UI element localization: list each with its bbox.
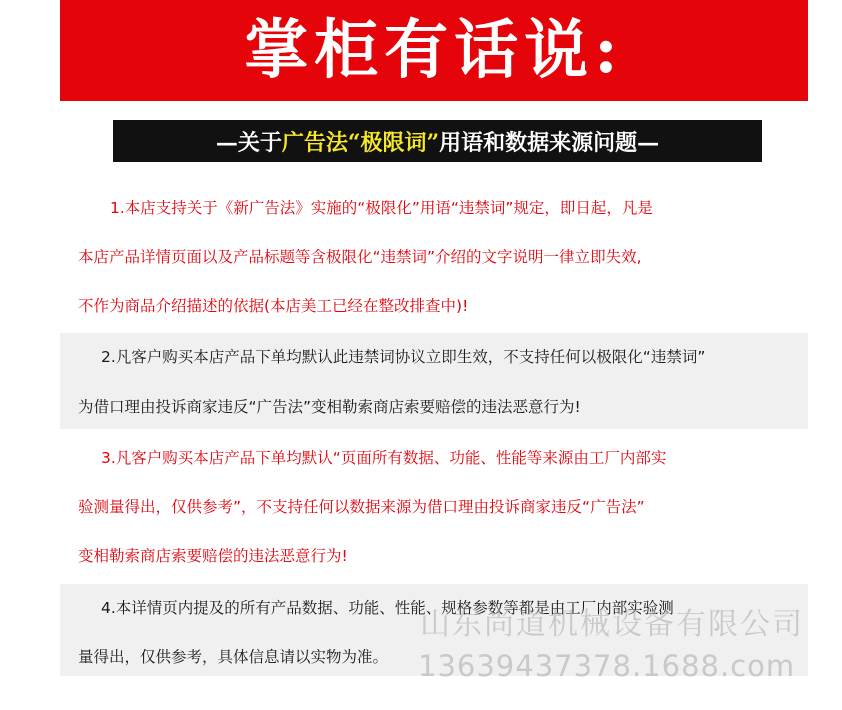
notice-paragraph-4 [60,584,808,676]
subtitle-prefix: —关于 [215,129,282,156]
notice-paragraph-3 [60,436,808,576]
paragraph-line: 4.本详情页内提及的所有产品数据、功能、性能、规格参数等都是由工厂内部实验测 [101,599,674,617]
paragraph-line: 3.凡客户购买本店产品下单均默认“页面所有数据、功能、性能等来源由工厂内部实 [101,449,667,467]
paragraph-line: 量得出，仅供参考，具体信息请以实物为准。 [78,648,389,666]
watermark-company: 山东尚道机械设备有限公司 [420,607,804,642]
paragraph-line: 2.凡客户购买本店产品下单均默认此违禁词协议立即生效，不支持任何以极限化“违禁词” [101,348,706,366]
paragraph-line: 不作为商品介绍描述的依据(本店美工已经在整改排查中)! [78,297,469,315]
watermark-contact: 13639437378.1688.com [418,649,796,683]
paragraph-line: 验测量得出，仅供参考”，不支持任何以数据来源为借口理由投诉商家违反“广告法” [78,498,645,516]
banner-title: 掌柜有话说: [244,12,624,88]
subtitle-highlight: 广告法“极限词” [281,129,440,156]
paragraph-line: 1.本店支持关于《新广告法》实施的“极限化”用语“违禁词”规定，即日起，凡是 [110,199,653,217]
subtitle-bar [113,120,762,162]
subtitle-suffix: 用语和数据来源问题— [439,129,660,156]
notice-paragraph-2 [60,333,808,429]
paragraph-line: 本店产品详情页面以及产品标题等含极限化“违禁词”介绍的文字说明一律立即失效, [78,248,642,266]
header-banner [60,0,808,101]
paragraph-line: 变相勒索商店索要赔偿的违法恶意行为! [78,547,348,565]
paragraph-line: 为借口理由投诉商家违反“广告法”变相勒索商店索要赔偿的违法恶意行为! [78,398,581,416]
notice-paragraph-1 [60,180,808,325]
